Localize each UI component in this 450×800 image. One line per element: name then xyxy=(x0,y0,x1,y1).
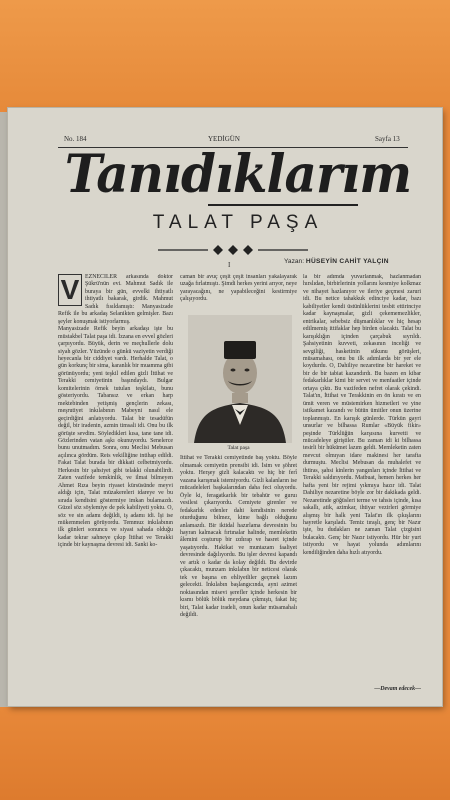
continued-note: —Devam edecek— xyxy=(374,686,421,692)
page-number: Sayfa 13 xyxy=(375,135,400,143)
article-lead: EZNECİLER arkasında doktor Şükrü'nün evi. Mahmut Sadık ile buraya bir gün, evvelki ihtiyatlı ihtiyatlı bakarak, girdik. Mahmut Sadık fısıldamıştı: Manyasizade Refik ile bu arkadaş Selanikten gelmişler. Bazı şeyler konuşmak istiyorlarmış. xyxy=(58,274,173,325)
chapter-number: I xyxy=(228,261,231,269)
column-2-bottom: İttihat ve Terakki cemiyetinde baş yoktu. Böyle olmamak cemiyetin prensibi idi. İsim ve şöhret yoktu. Herşey gizli kalacaktı ve hiç bir ferî vazana karışmak istemiyordu. Gizli kalanların ise mücadeleleri başkalarından daha feci oluyordu. Öyle ki, feragatkarlık bir tebahür ve guruı vesilesi çıkarıyordu. Cemiyete girenler ve fedakarlık edenler dahi kendisinin nerede oturduğunu bilmez, kime bağlı olduğunu anlamazdı. Bir iktidal hazırlama devresinin bu hayran kalmacak fırtınalar halinde, memleketin âlemini coşturup bir ızdırap ve hasret içinde yaşatıyordu. Hakikat ve muntazam faaliyet devresinde dağılıyordu. Bu işler devresi kapandı ve artık o kadar da kolay değildi. Bu devirde çıkacaktı, munzam inkılabın bir neticesi olarak tek ve başına en ehliyetliler geçmek lazım gelecekti. İnkılabın başlangıcında, ayni azimet noktasından misevi şerefler içinde herkesin bir kısmı bölük bölük meydana çıkmıştı, fakat hiç biri, Talat kadar iradeli, onun kadar müsamahalı değildi. xyxy=(180,455,297,618)
author-name: HÜSEYİN CAHİT YALÇIN xyxy=(305,258,389,265)
article-title: Tanıdıklarım xyxy=(64,142,412,205)
title-flourish xyxy=(208,204,358,206)
column-1 xyxy=(58,274,173,704)
issue-number: No. 184 xyxy=(64,135,87,143)
magazine-name: YEDİGÜN xyxy=(208,135,240,143)
portrait-illustration xyxy=(188,315,292,443)
drop-cap: V xyxy=(58,274,82,306)
author-line xyxy=(284,258,389,265)
column-3-body: la bir adımda yuvarlanmak, hazlanmadan hırslıdan, birbirlerinin yollarını kesmiye kolkmaz ve nihayet hazlanıyor ve ileriye geçmesi zaruri idi. Bu netice tahakkuk edinciye kadar, bazı kabiliyetler kendi üstünlüklerini tesbit ettirinciye kadar kaynaşmalar, gizli çekememezlikler, entrikalar, sebebsiz düşmanlıklar ve hiç hesap edilmemiş ittifaklar hep birden olacaktı. Talat bu karışıklığın içinden çarçabuk sıyrıldı. Şahsiyetinin kuvveti, zekasının inceliği ve sevgiliği, hasketinin sükunu görüşleri, müsamahası, onu bu ilk adımlarda bir yer ele koydurdu. O, Dahiliye nezaretine bir hareket ve bir de bir tabiat kazandırdı. Bu bazen en kibar fedakarlıklar kimi bir servet ve menfaatler içinde ortaya çıktı. Bu vazifeden nefret olarak çekindi. Talat'ın, İttihat ve Terakkinin en ön kıratı ve en ümit veren ve müstemirken hizmetleri ve yine istikamet kazandı ve bütün ümitler onun üzerine toplanmıştı. En karışık günlerde. Türkün gayri unsurlar ve bilhassa Rumlar «Büyük fikir» peşinde Türklüğün karşısına kurvetti ve mücadeleye giriştiler. Bu zaman idi ki bilhassa tesirli bir hükümet lazım geldi. Memleketin zaten mevcut olmıyan idare makinesi her tarafta durmuştu. Meclisi Mebusan da muhalefet ve ihtiras, şahsi kinlerin yangınları içinde İttihat ve Terakki saldırıyordu. Matbuat, hemen herkes her hafta yeni bir rejimi yıkmıya hazır idi. Talat Dahiliye nezaretine böyle zor bir dakikada geldi. Nezaretinde göğüsleri terme ve tahsis içinde, kısa sakallı, atik, azimkar, ihtiyar vezirleri görmiye alışmış bir halk yeni Talat'ın ilk çıkışlarını hayretle karşıladı. Temiz tıraşlı, genç bir Nazır işte, bu dudakları ne zaman Talat çizgisini bulacaktı. Genç bir Nazır istiyordu. Hür bir yurt istiyordu ve hayat yolunda adımlarını kendiliğinden daha hızlı atıyordu. xyxy=(303,274,421,556)
article-subtitle: TALAT PAŞA xyxy=(152,212,324,233)
background-bottom xyxy=(0,700,450,800)
column-2-top: caman bir avuç çeşit çeşit insanları yakalayarak uzağa fırlatmıştı. Şimdi herkes yerini arıyor, neye yarayacağını, ne yapabileceğini kestirmiye çalışıyordu. xyxy=(180,274,297,303)
photo-caption: Talat paşa xyxy=(227,445,250,451)
column-3 xyxy=(303,274,421,706)
column-2 xyxy=(180,274,297,706)
author-prefix: Yazan: xyxy=(284,258,305,265)
portrait-photo xyxy=(188,315,292,443)
column-1-body: Manyasizade Refik beyin arkadaşı işte bu müstakbel Talat paşa idi. İzzana en evvel gözleri çarpıyordu. Büyük, derin ve meçhullerle dolu siyah gözler. Yüzünde o günkü vaziyetin verdiği heyecanla bir ciddiyet vardı. Herhalde Talat, o gün korkunç bir sima, karanlık bir muamma gibi görünüyordu; yeni teşkil edilen gizli İttihat ve Terakki cemiyetinin başındaydı. Bulgar komitelerinin örnek tutulan teşkilatı, bunu gösteriyordu. Tabansız ve erkan harp mektebinden yetişmiş gençlerin zekası, meşrutiyet inkılabının Mabeyni nasıl ele geçirdiğini anlatıyordu. Talat bir tesadüfün değil, bir iradenin, azmin timsali idi. Onu bu ilk görüşte sevdim. Söyledikleri kısa, tane tane idi. Gözlerinden vatan aşkı okunuyordu. Senelerce bunu unutmadım. Sonra, onu Meclisi Mebusan açılınca gördüm. Reis vekilliğine intihap edildi. Fakat Talat burada bir dikkati celbetmiyordu. Herkesin bir şahsiyet gibi telakki olunabilirdi. Zaten vazifede temkinlik, ve ilmai bilmeyen Ahmet Rıza beyin riyaset kürsüsünde meyvi aldığı için, Talat müzakereleri idareye ve bu sırada kendisini göstermiye imkan bulamazdı. Güzel söz söylemiye de pek kabiliyeti yoktu. O, söz ve sin adamı değildi, iş adamı idi. İşi ise mükemmelen görüyordu. Temmuz inkılabının ilk günleri sonuncu ve siyasi sahada olduğu kadar tekrar sahneye çıkıp İttihat ve Terakki içinde bir kaynaşma devresi idi. Sanki ko- xyxy=(58,326,173,549)
ornament-divider xyxy=(158,242,308,258)
magazine-page xyxy=(8,108,442,706)
background-top xyxy=(0,0,450,110)
